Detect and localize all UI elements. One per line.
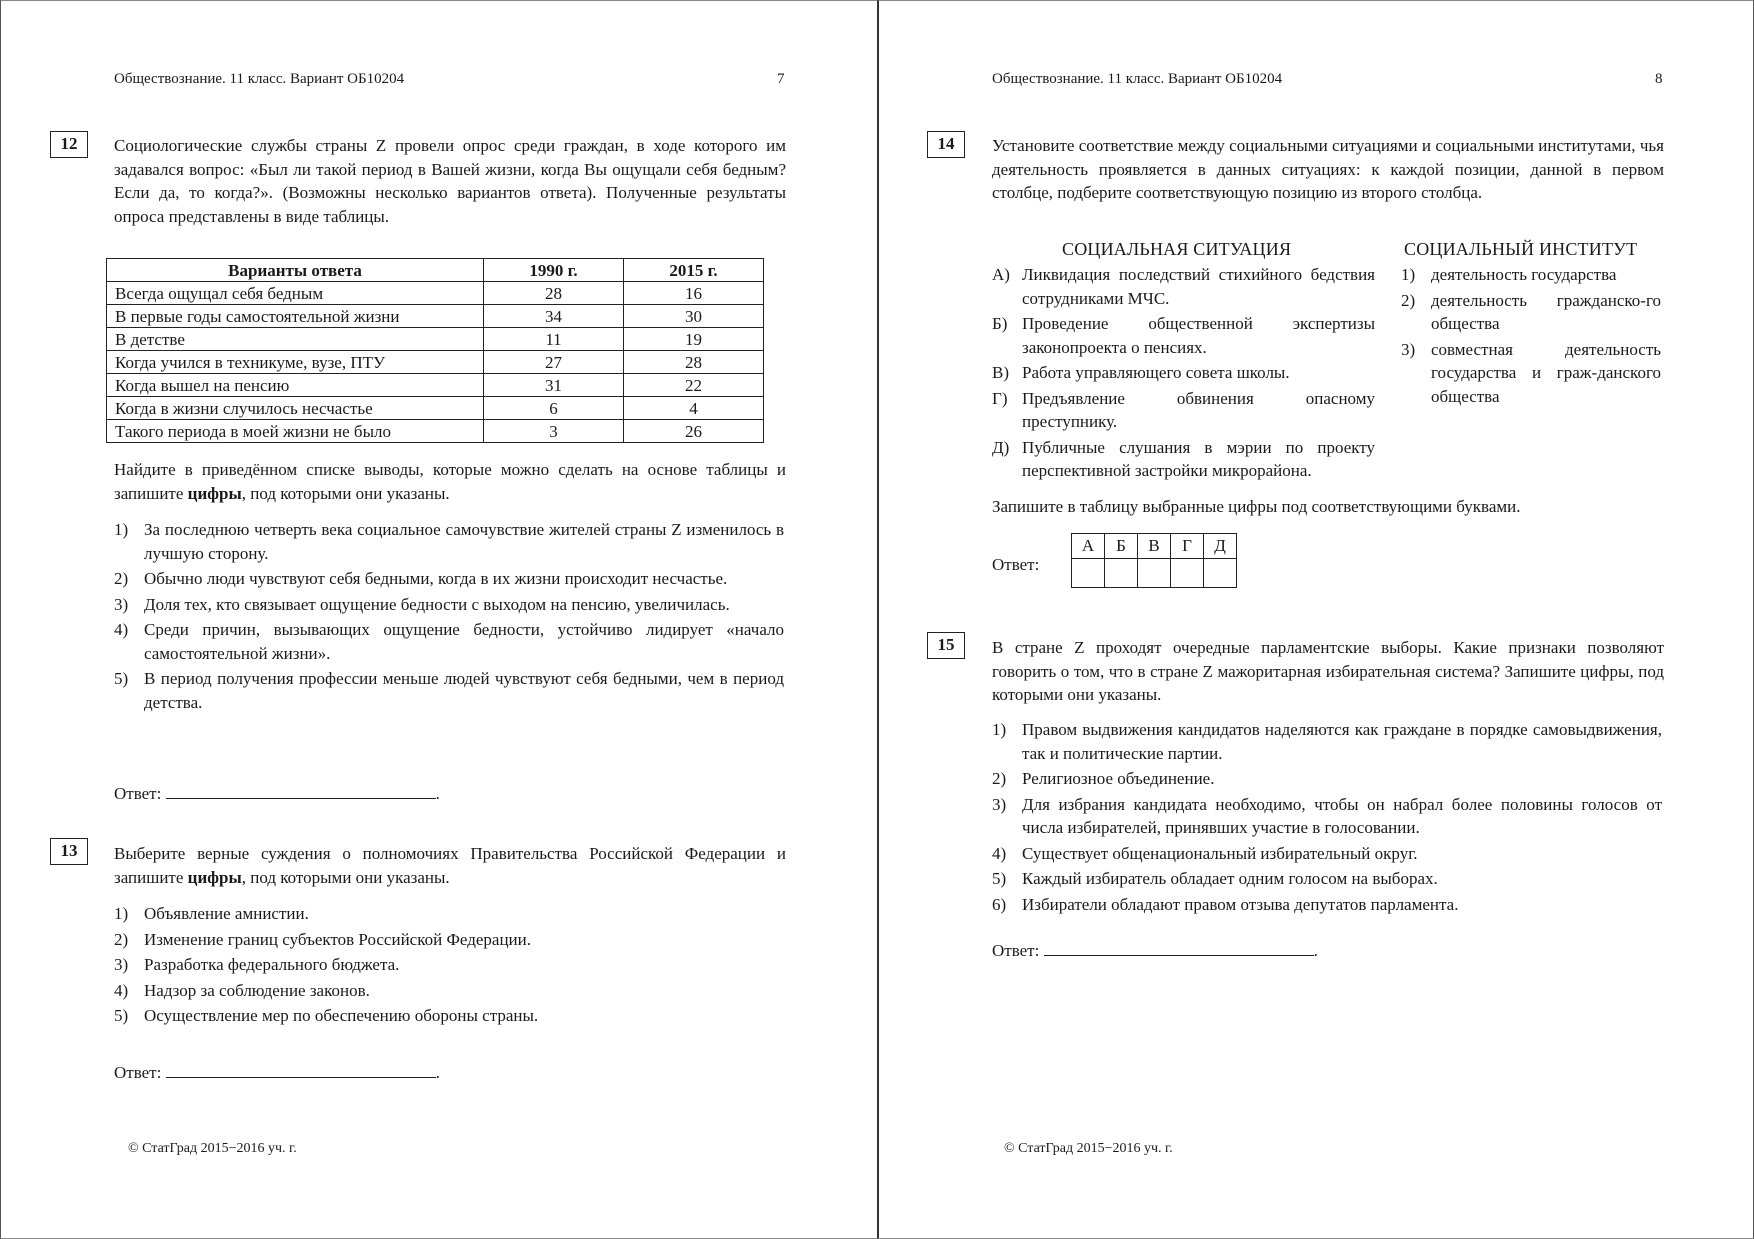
- q15-intro: В стране Z проходят очередные парламентские выборы. Какие признаки позволяют говорить о том, что в стране Z мажоритарная избирательная система? Запишите цифры, под которыми они указаны.: [992, 638, 1664, 704]
- table-row: [107, 328, 764, 351]
- q14-write-instruction: Запишите в таблицу выбранные цифры под соответствующими буквами.: [992, 497, 1521, 516]
- table-row: [107, 282, 764, 305]
- institutions-list: [1401, 263, 1661, 410]
- item-text: Объявление амнистии.: [144, 904, 309, 923]
- q13-task-text: Выберите верные суждения о полномочиях Правительства Российской Федерации и запишите: [114, 844, 786, 887]
- item-marker: А): [992, 265, 1010, 284]
- item-marker: Д): [992, 437, 1010, 457]
- answer-grid: [1071, 533, 1237, 588]
- institution-item: [1401, 263, 1661, 287]
- item-marker: 2): [114, 569, 129, 588]
- answer-grid-letter: Д: [1204, 534, 1237, 559]
- list-item: [114, 518, 784, 565]
- item-marker: 4): [114, 620, 129, 639]
- item-text: деятельность гражданско-го общества: [1431, 290, 1661, 333]
- list-item: [114, 618, 784, 665]
- item-text: Надзор за соблюдение законов.: [144, 980, 370, 1000]
- page-footer: © СтатГрад 2015−2016 уч. г.: [1004, 1141, 1173, 1156]
- table-cell: 26: [624, 420, 764, 443]
- item-text: Доля тех, кто связывает ощущение бедности с выходом на пенсию, увеличилась.: [144, 594, 730, 614]
- table-row: [107, 420, 764, 443]
- answer-grid-cells: [1072, 559, 1237, 588]
- table-row: [107, 305, 764, 328]
- item-marker: 2): [114, 929, 129, 949]
- answer-label: Ответ:: [992, 941, 1040, 960]
- table-cell: 16: [624, 282, 764, 305]
- item-text: Предъявление обвинения опасному преступнику.: [1022, 388, 1375, 431]
- column-header: Варианты ответа: [107, 259, 484, 282]
- list-item: [992, 767, 1662, 791]
- list-item: [114, 928, 784, 952]
- table-row: [107, 397, 764, 420]
- institution-item: [1401, 289, 1661, 336]
- answer-grid-letter: А: [1072, 534, 1105, 559]
- item-text: Существует общенациональный избирательный округ.: [1022, 843, 1418, 863]
- answer-grid-letter: Б: [1105, 534, 1138, 559]
- table-cell: 3: [484, 420, 624, 443]
- item-text: Изменение границ субъектов Российской Федерации.: [144, 929, 531, 949]
- answer-field[interactable]: [1044, 939, 1314, 956]
- q15-options: [992, 718, 1662, 918]
- item-text: Среди причин, вызывающих ощущение бедности, устойчиво лидирует «начало самостоятельной жизни».: [144, 620, 784, 663]
- table-header-row: [107, 259, 764, 282]
- table-cell: Всегда ощущал себя бедным: [107, 282, 484, 305]
- item-marker: 5): [992, 869, 1007, 888]
- table-cell: В первые годы самостоятельной жизни: [107, 305, 484, 328]
- q14-answer-label: Ответ:: [992, 555, 1040, 574]
- table-cell: 34: [484, 305, 624, 328]
- item-marker: 4): [992, 843, 1007, 863]
- item-text: Осуществление мер по обеспечению обороны страны.: [144, 1006, 539, 1025]
- item-marker: 4): [114, 980, 129, 1000]
- q12-task-bold: цифры: [187, 483, 242, 503]
- item-marker: 6): [992, 894, 1007, 914]
- table-cell: 19: [624, 328, 764, 351]
- list-item: [992, 893, 1662, 917]
- question-number-13: 13: [50, 838, 88, 865]
- table-cell: 6: [484, 397, 624, 420]
- answer-grid-cell[interactable]: [1072, 559, 1105, 588]
- list-item: [114, 1004, 784, 1028]
- answer-field[interactable]: [166, 782, 436, 799]
- item-text: Разработка федерального бюджета.: [144, 955, 400, 974]
- q12-options: [114, 518, 784, 716]
- q13-task: [114, 842, 786, 889]
- q14-intro: Установите соответствие между социальными ситуациями и социальными институтами, чья деятельность проявляется в данных ситуациях: к каждой позиции, данной в первом столбце, подберите соответствующую позицию из второго столбца.: [992, 136, 1664, 202]
- table-cell: 31: [484, 374, 624, 397]
- table-cell: 27: [484, 351, 624, 374]
- list-item: [992, 718, 1662, 765]
- situation-item: [992, 263, 1375, 310]
- item-marker: 3): [114, 594, 129, 614]
- question-number-15: 15: [927, 632, 965, 659]
- question-number-14: 14: [927, 131, 965, 158]
- item-marker: 2): [992, 769, 1007, 788]
- list-item: [114, 902, 784, 926]
- item-marker: В): [992, 363, 1009, 382]
- answer-grid-cell[interactable]: [1204, 559, 1237, 588]
- list-item: [114, 593, 784, 617]
- answer-field[interactable]: [166, 1061, 436, 1078]
- item-marker: 3): [1401, 339, 1416, 359]
- situations-list: [992, 263, 1375, 485]
- q13-options: [114, 902, 784, 1030]
- situation-item: [992, 436, 1375, 483]
- item-text: Правом выдвижения кандидатов наделяются как граждане в порядке самовыдвижения, так и политические партии.: [1022, 720, 1662, 763]
- list-item: [114, 953, 784, 977]
- item-text: Работа управляющего совета школы.: [1022, 363, 1290, 382]
- item-text: Каждый избиратель обладает одним голосом на выборах.: [1022, 869, 1438, 888]
- item-marker: 1): [992, 720, 1007, 739]
- answer-label: Ответ:: [114, 1063, 162, 1082]
- institution-item: [1401, 338, 1661, 409]
- situation-item: [992, 312, 1375, 359]
- column-header: 1990 г.: [484, 259, 624, 282]
- column-header: 2015 г.: [624, 259, 764, 282]
- list-item: [992, 867, 1662, 891]
- item-text: Обычно люди чувствуют себя бедными, когда в их жизни происходит несчастье.: [144, 569, 728, 588]
- item-text: Религиозное объединение.: [1022, 769, 1215, 788]
- situation-item: [992, 361, 1375, 385]
- q12-task-text: Найдите в приведённом списке выводы, которые можно сделать на основе таблицы и запишите: [114, 460, 786, 503]
- item-marker: 3): [114, 955, 129, 974]
- item-text: совместная деятельность государства и граж-данского общества: [1431, 339, 1661, 406]
- item-text: За последнюю четверть века социальное самочувствие жителей страны Z изменилось в лучшую сторону.: [144, 520, 784, 563]
- answer-label: Ответ:: [114, 784, 162, 803]
- table-cell: Когда в жизни случилось несчастье: [107, 397, 484, 420]
- q12-task-text-end: , под которыми они указаны.: [241, 483, 450, 503]
- item-marker: 1): [114, 520, 129, 539]
- q12-intro: Социологические службы страны Z провели опрос среди граждан, в ходе которого им задавался вопрос: «Был ли такой период в Вашей жизни, когда Вы ощущали себя бедным? Если да, то когда?». (Возможны несколько вариантов ответа). Полученные результаты опроса представлены в виде таблицы.: [114, 136, 786, 226]
- q13-task-bold: цифры: [187, 867, 242, 887]
- answer-grid-letter: В: [1138, 534, 1171, 559]
- answer-grid-cell[interactable]: [1105, 559, 1138, 588]
- q13-task-text-end: , под которыми они указаны.: [241, 867, 450, 887]
- table-cell: 22: [624, 374, 764, 397]
- answer-grid-cell[interactable]: [1171, 559, 1204, 588]
- table-row: [107, 351, 764, 374]
- page-number: 8: [1655, 71, 1663, 87]
- item-marker: 5): [114, 669, 129, 688]
- answer-grid-letter: Г: [1171, 534, 1204, 559]
- item-text: деятельность государства: [1431, 265, 1617, 284]
- item-marker: 2): [1401, 290, 1416, 310]
- table-cell: 28: [484, 282, 624, 305]
- column-title-institution: СОЦИАЛЬНЫЙ ИНСТИТУТ: [1404, 239, 1638, 259]
- table-cell: 4: [624, 397, 764, 420]
- item-marker: Г): [992, 388, 1008, 408]
- situation-item: [992, 387, 1375, 434]
- item-marker: 5): [114, 1006, 129, 1025]
- table-cell: Когда учился в техникуме, вузе, ПТУ: [107, 351, 484, 374]
- q13-answer: Ответ: .: [114, 1063, 440, 1082]
- q12-task: [114, 458, 786, 505]
- column-title-situation: СОЦИАЛЬНАЯ СИТУАЦИЯ: [1062, 239, 1292, 259]
- list-item: [992, 793, 1662, 840]
- item-marker: 1): [1401, 265, 1416, 284]
- list-item: [114, 979, 784, 1003]
- item-text: Для избрания кандидата необходимо, чтобы он набрал более половины голосов от числа избирателей, принявших участие в голосовании.: [1022, 794, 1662, 837]
- page-header: Обществознание. 11 класс. Вариант ОБ10204: [114, 71, 405, 87]
- list-item: [114, 667, 784, 714]
- page-number: 7: [777, 71, 785, 87]
- table-cell: В детстве: [107, 328, 484, 351]
- list-item: [114, 567, 784, 591]
- table-cell: 30: [624, 305, 764, 328]
- answer-grid-letters: [1072, 534, 1237, 559]
- page-right: [877, 0, 1754, 1239]
- q15-answer: Ответ: .: [992, 941, 1318, 960]
- item-marker: 1): [114, 904, 129, 923]
- table-cell: Когда вышел на пенсию: [107, 374, 484, 397]
- survey-table: [106, 258, 764, 443]
- page-header: Обществознание. 11 класс. Вариант ОБ10204: [992, 71, 1283, 87]
- table-row: [107, 374, 764, 397]
- item-marker: 3): [992, 794, 1007, 814]
- item-text: Избиратели обладают правом отзыва депутатов парламента.: [1022, 894, 1459, 914]
- item-text: В период получения профессии меньше людей чувствуют себя бедными, чем в период детства.: [144, 669, 784, 712]
- page-footer: © СтатГрад 2015−2016 уч. г.: [128, 1141, 297, 1156]
- answer-grid-cell[interactable]: [1138, 559, 1171, 588]
- item-text: Ликвидация последствий стихийного бедствия сотрудниками МЧС.: [1022, 265, 1375, 308]
- item-text: Проведение общественной экспертизы законопроекта о пенсиях.: [1022, 314, 1375, 357]
- item-text: Публичные слушания в мэрии по проекту перспективной застройки микрорайона.: [1022, 437, 1375, 480]
- table-cell: 28: [624, 351, 764, 374]
- list-item: [992, 842, 1662, 866]
- table-cell: 11: [484, 328, 624, 351]
- item-marker: Б): [992, 314, 1008, 333]
- table-cell: Такого периода в моей жизни не было: [107, 420, 484, 443]
- q12-answer: Ответ: .: [114, 784, 440, 803]
- question-number-12: 12: [50, 131, 88, 158]
